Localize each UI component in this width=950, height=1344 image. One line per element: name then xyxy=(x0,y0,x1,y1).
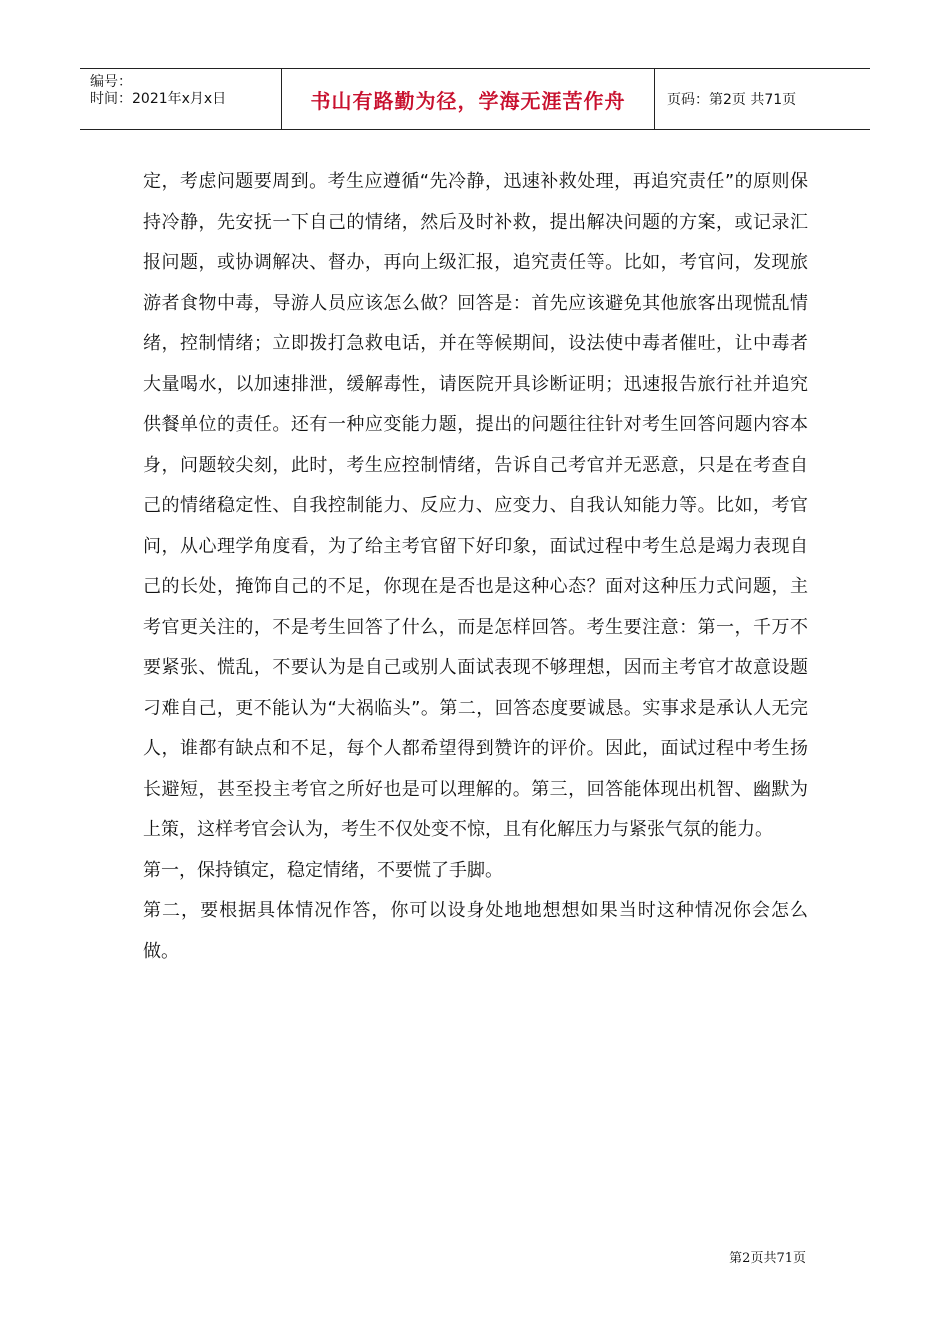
page-footer: 第2页共71页 xyxy=(729,1251,806,1266)
motto-text: 书山有路勤为径，学海无涯苦作舟 xyxy=(310,88,626,113)
page-code: 页码：第2页 共71页 xyxy=(667,92,797,108)
header-meta xyxy=(80,69,280,129)
point-one: 第一，保持镇定，稳定情绪，不要慌了手脚。 xyxy=(143,859,503,881)
main-paragraph: 定，考虑问题要周到。考生应遵循“先冷静，迅速补救处理，再追究责任”的原则保持冷静，先安抚一下自己的情绪，然后及时补救，提出解决问题的方案，或记录汇报问题，或协调解决、督办，再向上级汇报，追究责任等。比如，考官问，发现旅游者食物中毒，导游人员应该怎么做？回答是：首先应该避免其他旅客出现慌乱情绪，控制情绪；立即拨打急救电话，并在等候期间，设法使中毒者催吐，让中毒者大量喝水，以加速排泄，缓解毒性，请医院开具诊断证明；迅速报告旅行社并追究供餐单位的责任。还有一种应变能力题，提出的问题往往针对考生回答问题内容本身，问题较尖刻，此时，考生应控制情绪，告诉自己考官并无恶意，只是在考查自己的情绪稳定性、自我控制能力、反应力、应变力、自我认知能力等。比如，考官问，从心理学角度看，为了给主考官留下好印象，面试过程中考生总是竭力表现自己的长处，掩饰自己的不足，你现在是否也是这种心态？面对这种压力式问题，主考官更关注的，不是考生回答了什么，而是怎样回答。考生要注意：第一，千万不要紧张、慌乱，不要认为是自己或别人面试表现不够理想，因而主考官才故意设题刁难自己，更不能认为“大祸临头”。第二，回答态度要诚恳。实事求是承认人无完人，谁都有缺点和不足，每个人都希望得到赞许的评价。因此，面试过程中考生扬长避短，甚至投主考官之所好也是可以理解的。第三，回答能体现出机智、幽默为上策，这样考官会认为，考生不仅处变不惊，且有化解压力与紧张气氛的能力。 xyxy=(143,171,808,840)
point-two: 第二，要根据具体情况作答，你可以设身处地地想想如果当时这种情况你会怎么做。 xyxy=(143,900,808,962)
header-motto-cell xyxy=(281,69,655,129)
document-body xyxy=(143,162,808,972)
time-label: 时间：2021年x月x日 xyxy=(90,91,227,107)
number-label: 编号： xyxy=(90,74,132,90)
page-header xyxy=(80,68,870,130)
header-page-cell xyxy=(655,69,870,129)
